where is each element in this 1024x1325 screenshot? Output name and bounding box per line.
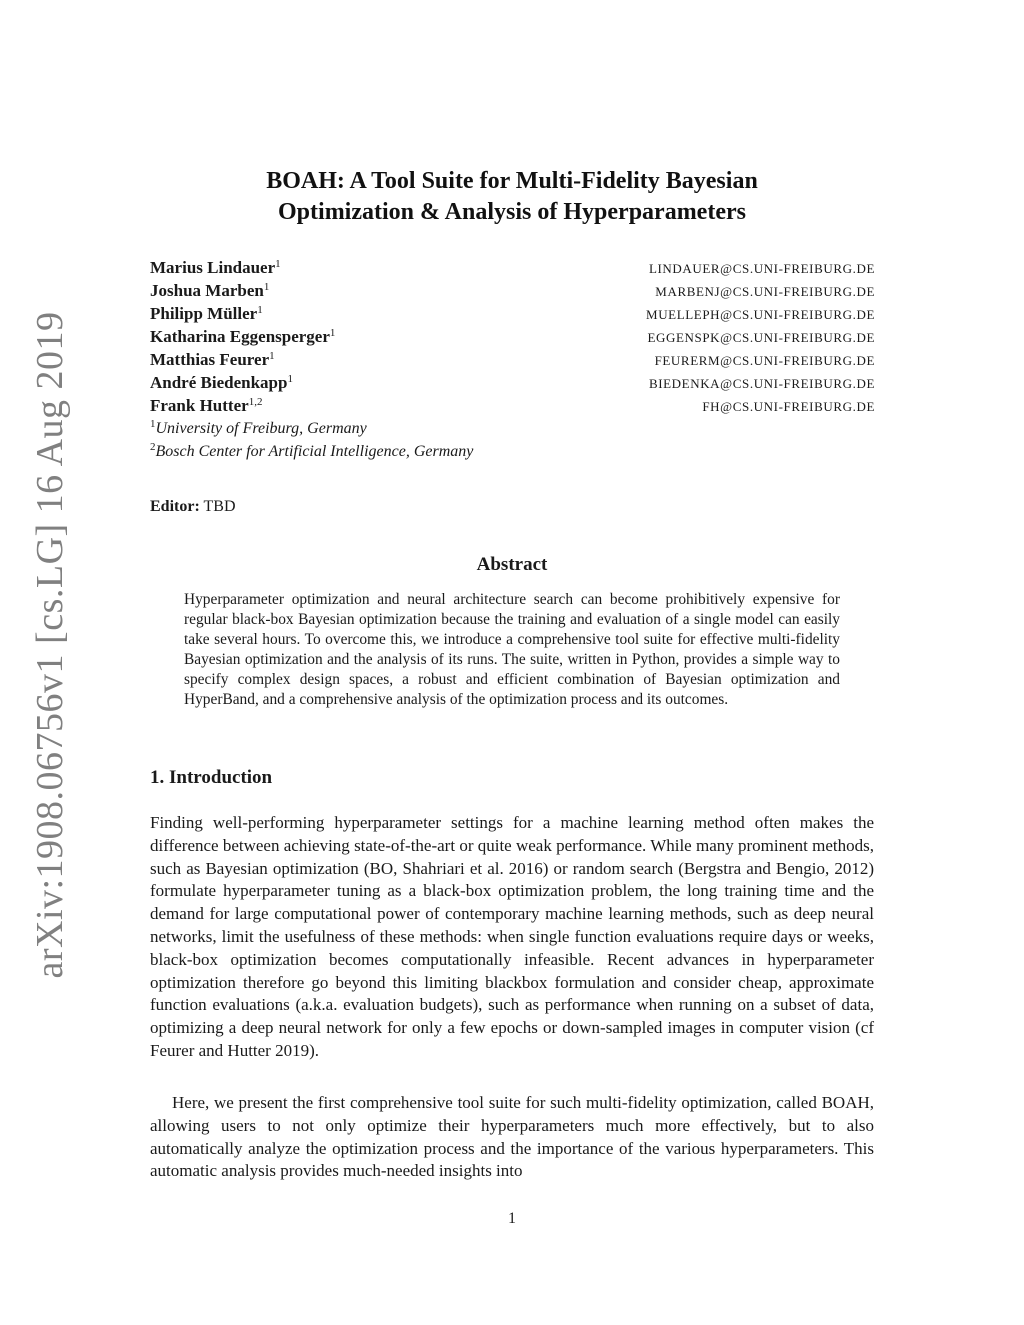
author-row xyxy=(150,348,875,371)
abstract-heading: Abstract xyxy=(476,554,548,575)
author-row xyxy=(150,279,875,302)
author-name: Marius Lindauer$^1$ xyxy=(150,258,281,277)
author-block xyxy=(150,256,875,463)
author-email: FEURERM@CS.UNI-FREIBURG.DE xyxy=(654,353,875,368)
affiliation: $^1$University of Freiburg, Germany xyxy=(150,418,367,437)
abstract-text: Hyperparameter optimization and neural architecture search can become prohibitively expensive for regular black-box Bayesian optimization because the training and evaluation of a single model can easily take several hours. To overcome this, we introduce a comprehensive tool suite for effective multi-fidelity Bayesian optimization and the analysis of its runs. The suite, written in Python, provides a simple way to specify complex design spaces, a robust and efficient combination of Bayesian optimization and HyperBand, and a comprehensive analysis of the optimization process and its outcomes. xyxy=(184,591,840,708)
title-line-2: Optimization & Analysis of Hyperparameters xyxy=(278,199,746,225)
author-row xyxy=(150,302,875,325)
intro-paragraph-2: Here, we present the first comprehensive tool suite for such multi-fidelity optimization, called BOAH, allowing users to not only optimize their hyperparameters much more effectively, but to also automatically analyze the optimization process and the importance of the various hyperparameters. This automatic analysis provides much-needed insights into xyxy=(150,1093,874,1181)
title-line-1: BOAH: A Tool Suite for Multi-Fidelity Bayesian xyxy=(266,168,758,194)
author-row xyxy=(150,325,875,348)
affiliation: $^2$Bosch Center for Artificial Intelligence, Germany xyxy=(150,441,474,460)
author-email: BIEDENKA@CS.UNI-FREIBURG.DE xyxy=(648,376,875,391)
author-email: LINDAUER@CS.UNI-FREIBURG.DE xyxy=(648,261,875,276)
author-email: EGGENSPK@CS.UNI-FREIBURG.DE xyxy=(647,330,875,345)
author-name: Matthias Feurer$^1$ xyxy=(150,350,275,369)
intro-paragraph-1: Finding well-performing hyperparameter settings for a machine learning method often makes the difference between achieving state-of-the-art or quite weak performance. While many prominent methods, such as Bayesian optimization (BO, Shahriari et al. 2016) or random search (Bergstra and Bengio, 2012) formulate hyperparameter tuning as a black-box optimization problem, the long training time and the demand for large computational power of contemporary machine learning methods, such as deep neural networks, limit the usefulness of these methods: when single function evaluations require days or weeks, black-box optimization becomes computationally infeasible. Recent advances in hyperparameter optimization therefore go beyond this limiting blackbox formulation and consider cheap, approximate function evaluations (a.k.a. evaluation budgets), such as performance when running on a subset of data, optimizing a deep neural network for only a few epochs or down-sampled images in computer vision (cf Feurer and Hutter 2019). xyxy=(150,813,874,1060)
editor-label: Editor: xyxy=(150,498,200,515)
author-email: MUELLEPH@CS.UNI-FREIBURG.DE xyxy=(646,307,875,322)
paper-title xyxy=(150,166,874,228)
author-row xyxy=(150,256,875,279)
editor-value: TBD xyxy=(203,498,236,515)
author-email: FH@CS.UNI-FREIBURG.DE xyxy=(702,399,875,414)
author-name: André Biedenkapp$^1$ xyxy=(150,373,293,392)
editor-line xyxy=(150,498,236,516)
author-name: Katharina Eggensperger$^1$ xyxy=(150,327,336,346)
author-email: MARBENJ@CS.UNI-FREIBURG.DE xyxy=(655,284,875,299)
author-name: Frank Hutter$^{1,2}$ xyxy=(150,396,263,415)
arxiv-identifier: arXiv:1908.06756v1 [cs.LG] 16 Aug 2019 xyxy=(29,311,71,979)
page-number: 1 xyxy=(508,1210,516,1227)
author-name: Philipp Müller$^1$ xyxy=(150,304,263,323)
author-row xyxy=(150,371,875,394)
section-heading-introduction: 1. Introduction xyxy=(150,767,273,788)
author-row xyxy=(150,394,875,417)
author-name: Joshua Marben$^1$ xyxy=(150,281,270,300)
